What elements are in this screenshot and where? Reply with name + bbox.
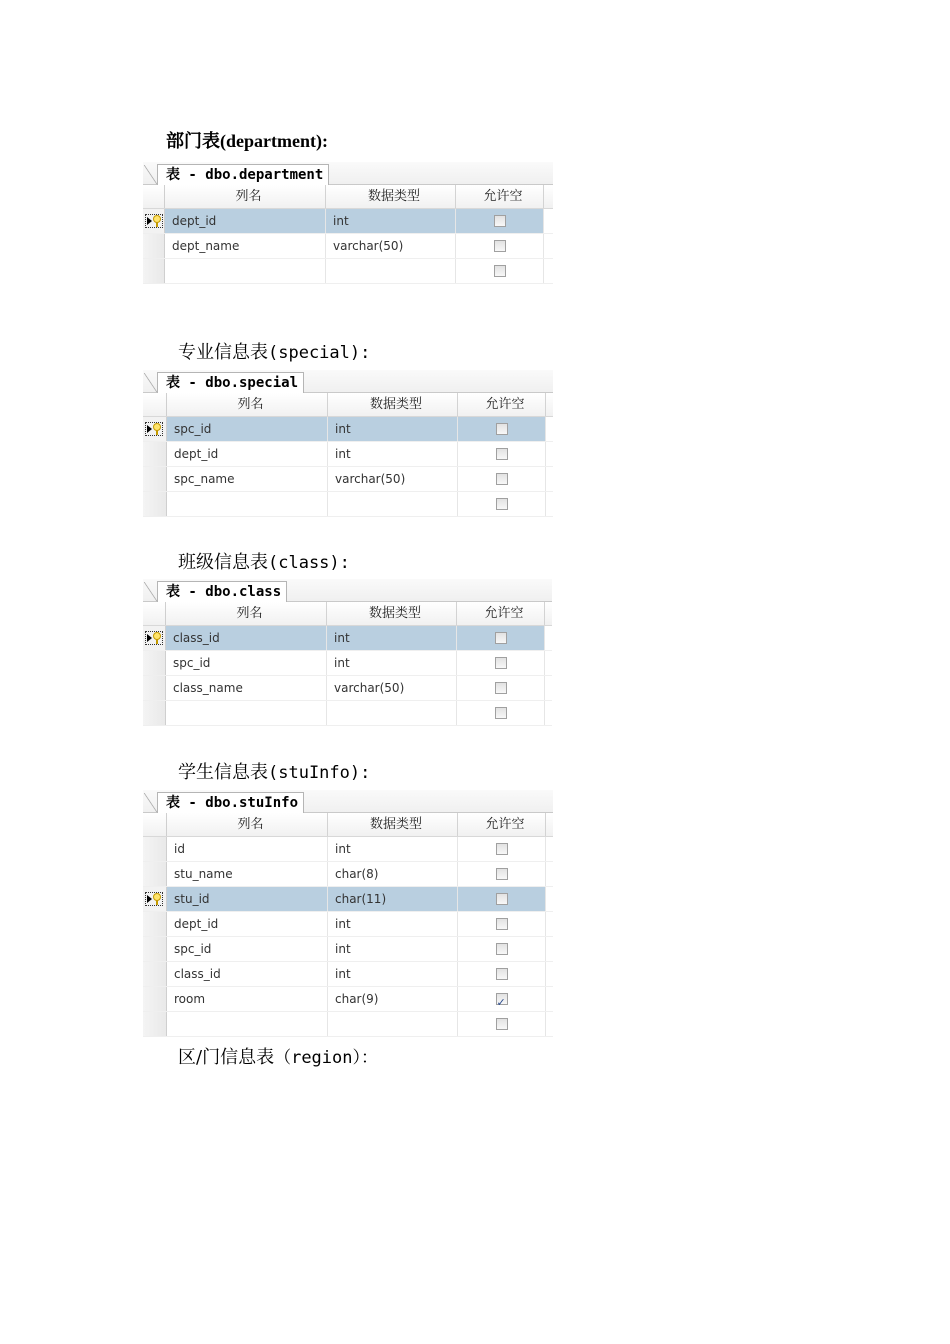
tab-strip — [143, 579, 552, 602]
table-row[interactable] — [143, 676, 552, 701]
allow-nulls-checkbox[interactable] — [496, 448, 508, 460]
row-selector[interactable] — [143, 442, 167, 466]
column-name-cell[interactable] — [167, 1012, 328, 1036]
row-selector-header — [143, 393, 167, 416]
data-type-cell[interactable]: int — [327, 651, 457, 675]
row-selector[interactable] — [143, 417, 167, 441]
column-grid — [143, 393, 553, 517]
grid-header — [143, 813, 553, 837]
data-type-cell[interactable]: char(8) — [328, 862, 458, 886]
data-type-cell[interactable]: int — [328, 837, 458, 861]
column-grid — [143, 813, 553, 1037]
data-type-cell[interactable]: int — [328, 962, 458, 986]
table-row[interactable] — [143, 837, 553, 862]
allow-nulls-cell — [457, 651, 545, 675]
allow-nulls-cell — [458, 937, 546, 961]
tab-dbo-special[interactable]: 表 - dbo.special — [157, 372, 304, 394]
column-name-cell[interactable]: dept_id — [165, 209, 326, 233]
row-selector[interactable] — [143, 467, 167, 491]
row-selector[interactable] — [143, 701, 166, 725]
row-selector[interactable] — [143, 837, 167, 861]
allow-nulls-checkbox[interactable] — [496, 943, 508, 955]
tab-strip — [143, 370, 553, 393]
data-type-cell[interactable]: varchar(50) — [327, 676, 457, 700]
row-selector[interactable] — [143, 962, 167, 986]
table-row[interactable] — [143, 862, 553, 887]
data-type-cell[interactable]: int — [328, 442, 458, 466]
row-selector[interactable] — [143, 651, 166, 675]
allow-nulls-cell — [458, 442, 546, 466]
row-selector[interactable] — [143, 676, 166, 700]
table-row[interactable] — [143, 442, 553, 467]
heading-department: 部门表(department): — [166, 131, 328, 151]
allow-nulls-checkbox[interactable] — [495, 682, 507, 694]
grid-header — [143, 393, 553, 417]
table-row[interactable] — [143, 234, 553, 259]
column-name-cell[interactable]: class_id — [167, 962, 328, 986]
row-selector[interactable] — [143, 259, 165, 283]
heading-stuinfo: 学生信息表(stuInfo): — [178, 762, 371, 783]
allow-nulls-checkbox[interactable] — [494, 240, 506, 252]
column-name-cell[interactable]: room — [167, 987, 328, 1011]
column-name-header: 列名 — [166, 602, 327, 625]
table-row[interactable] — [143, 937, 553, 962]
allow-nulls-cell — [456, 259, 544, 283]
allow-nulls-cell — [456, 234, 544, 258]
row-selector-header — [143, 602, 166, 625]
allow-nulls-checkbox[interactable] — [495, 707, 507, 719]
table-row[interactable] — [143, 417, 553, 442]
column-name-cell[interactable]: stu_name — [167, 862, 328, 886]
table-row[interactable] — [143, 887, 553, 912]
allow-nulls-cell — [458, 912, 546, 936]
table-designer-stuinfo — [143, 790, 553, 1037]
table-row[interactable] — [143, 467, 553, 492]
allow-nulls-cell — [458, 962, 546, 986]
table-row[interactable] — [143, 626, 552, 651]
table-row-empty[interactable] — [143, 1012, 553, 1037]
table-row-empty[interactable] — [143, 701, 552, 726]
allow-nulls-cell — [458, 887, 546, 911]
table-row-empty[interactable] — [143, 492, 553, 517]
heading-region: 区/门信息表（region）： — [178, 1047, 378, 1068]
column-name-cell[interactable]: id — [167, 837, 328, 861]
data-type-header: 数据类型 — [328, 813, 458, 836]
column-name-cell[interactable] — [167, 492, 328, 516]
allow-nulls-header: 允许空 — [458, 393, 546, 416]
row-selector[interactable] — [143, 492, 167, 516]
row-selector[interactable] — [143, 626, 166, 650]
allow-nulls-header: 允许空 — [456, 185, 544, 208]
allow-nulls-cell — [458, 862, 546, 886]
data-type-cell[interactable]: varchar(50) — [326, 234, 456, 258]
column-name-cell[interactable]: stu_id — [167, 887, 328, 911]
table-row[interactable] — [143, 912, 553, 937]
row-selector[interactable] — [143, 209, 165, 233]
allow-nulls-cell — [457, 701, 545, 725]
allow-nulls-checkbox[interactable] — [496, 498, 508, 510]
column-name-cell[interactable]: dept_id — [167, 442, 328, 466]
row-selector[interactable] — [143, 862, 167, 886]
row-selector-header — [143, 813, 167, 836]
allow-nulls-checkbox[interactable] — [496, 1018, 508, 1030]
data-type-cell[interactable] — [328, 1012, 458, 1036]
tab-strip — [143, 162, 553, 185]
allow-nulls-checkbox[interactable] — [494, 215, 506, 227]
primary-key-icon — [145, 422, 163, 436]
table-row-empty[interactable] — [143, 259, 553, 284]
column-name-cell[interactable]: class_id — [166, 626, 327, 650]
allow-nulls-header: 允许空 — [457, 602, 545, 625]
table-row[interactable] — [143, 987, 553, 1012]
allow-nulls-checkbox[interactable] — [496, 423, 508, 435]
data-type-cell[interactable] — [326, 259, 456, 283]
heading-special: 专业信息表(special): — [178, 342, 371, 363]
column-name-cell[interactable]: spc_id — [166, 651, 327, 675]
row-selector-header — [143, 185, 165, 208]
column-name-cell[interactable]: spc_id — [167, 417, 328, 441]
heading-class: 班级信息表(class): — [178, 552, 350, 573]
data-type-cell[interactable]: int — [326, 209, 456, 233]
allow-nulls-checkbox[interactable] — [495, 632, 507, 644]
data-type-cell[interactable]: int — [328, 417, 458, 441]
column-name-header: 列名 — [167, 813, 328, 836]
allow-nulls-cell — [458, 987, 546, 1011]
data-type-cell[interactable]: int — [328, 912, 458, 936]
allow-nulls-checkbox[interactable] — [496, 868, 508, 880]
data-type-cell[interactable]: varchar(50) — [328, 467, 458, 491]
table-row[interactable] — [143, 209, 553, 234]
data-type-cell[interactable] — [328, 492, 458, 516]
primary-key-icon — [145, 631, 163, 645]
row-selector[interactable] — [143, 234, 165, 258]
column-name-cell[interactable]: spc_id — [167, 937, 328, 961]
allow-nulls-checkbox[interactable] — [496, 893, 508, 905]
row-selector[interactable] — [143, 1012, 167, 1036]
data-type-header: 数据类型 — [328, 393, 458, 416]
column-grid — [143, 602, 552, 726]
column-name-cell[interactable] — [166, 701, 327, 725]
table-designer-class — [143, 579, 552, 726]
data-type-cell[interactable]: int — [328, 937, 458, 961]
allow-nulls-header: 允许空 — [458, 813, 546, 836]
column-name-cell[interactable] — [165, 259, 326, 283]
allow-nulls-checkbox[interactable] — [495, 657, 507, 669]
allow-nulls-checkbox[interactable] — [496, 918, 508, 930]
allow-nulls-cell — [458, 417, 546, 441]
row-selector[interactable] — [143, 937, 167, 961]
primary-key-icon — [145, 892, 163, 906]
allow-nulls-checkbox[interactable] — [496, 473, 508, 485]
allow-nulls-cell — [456, 209, 544, 233]
allow-nulls-cell — [458, 467, 546, 491]
table-row[interactable] — [143, 651, 552, 676]
tab-strip — [143, 790, 553, 813]
data-type-cell[interactable] — [327, 701, 457, 725]
column-name-header: 列名 — [165, 185, 326, 208]
row-selector[interactable] — [143, 912, 167, 936]
allow-nulls-cell — [458, 1012, 546, 1036]
tab-dbo-class[interactable]: 表 - dbo.class — [157, 581, 287, 603]
row-selector[interactable] — [143, 987, 167, 1011]
allow-nulls-checkbox-checked[interactable] — [496, 993, 508, 1005]
data-type-header: 数据类型 — [327, 602, 457, 625]
table-designer-department — [143, 162, 553, 284]
allow-nulls-cell — [457, 676, 545, 700]
table-designer-special — [143, 370, 553, 517]
data-type-cell[interactable]: char(11) — [328, 887, 458, 911]
column-grid — [143, 185, 553, 284]
column-name-header: 列名 — [167, 393, 328, 416]
primary-key-icon — [145, 214, 163, 228]
row-selector[interactable] — [143, 887, 167, 911]
grid-header — [143, 185, 553, 209]
column-name-cell[interactable]: dept_name — [165, 234, 326, 258]
tab-dbo-stuinfo[interactable]: 表 - dbo.stuInfo — [157, 792, 304, 814]
allow-nulls-cell — [458, 837, 546, 861]
grid-header — [143, 602, 552, 626]
allow-nulls-checkbox[interactable] — [496, 968, 508, 980]
allow-nulls-checkbox[interactable] — [496, 843, 508, 855]
data-type-cell[interactable]: int — [327, 626, 457, 650]
allow-nulls-cell — [457, 626, 545, 650]
data-type-header: 数据类型 — [326, 185, 456, 208]
allow-nulls-cell — [458, 492, 546, 516]
column-name-cell[interactable]: spc_name — [167, 467, 328, 491]
tab-dbo-department[interactable]: 表 - dbo.department — [157, 164, 329, 186]
column-name-cell[interactable]: class_name — [166, 676, 327, 700]
table-row[interactable] — [143, 962, 553, 987]
column-name-cell[interactable]: dept_id — [167, 912, 328, 936]
allow-nulls-checkbox[interactable] — [494, 265, 506, 277]
data-type-cell[interactable]: char(9) — [328, 987, 458, 1011]
